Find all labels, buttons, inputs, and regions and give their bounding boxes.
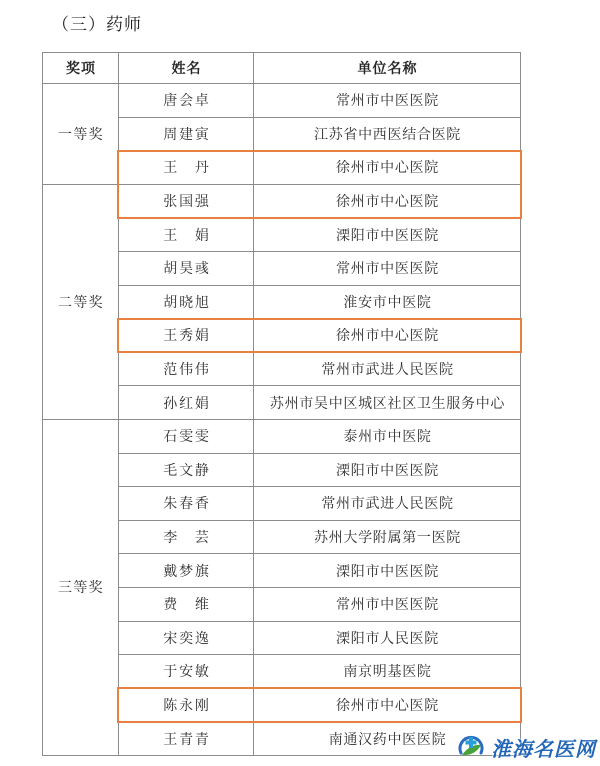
unit-cell: 常州市中医医院	[254, 84, 521, 118]
name-cell: 周建寅	[119, 118, 254, 152]
name-cell: 孙红娟	[119, 386, 254, 420]
unit-cell: 徐州市中心医院	[254, 151, 521, 185]
name-cell: 于安敏	[119, 655, 254, 689]
unit-cell: 泰州市中医院	[254, 420, 521, 454]
header-name: 姓名	[119, 53, 254, 84]
award-group-cell: 三等奖	[43, 420, 119, 756]
name-cell: 胡晓旭	[119, 286, 254, 320]
watermark-text: 淮海名医网	[491, 736, 596, 761]
name-cell: 戴梦旗	[119, 554, 254, 588]
header-unit: 单位名称	[254, 53, 521, 84]
name-cell: 王 娟	[119, 218, 254, 252]
name-cell: 陈永刚	[119, 689, 254, 723]
unit-cell: 常州市武进人民医院	[254, 353, 521, 387]
award-group-cell: 二等奖	[43, 185, 119, 420]
unit-cell: 常州市中医医院	[254, 252, 521, 286]
unit-cell: 常州市中医医院	[254, 588, 521, 622]
unit-cell: 溧阳市中医医院	[254, 554, 521, 588]
unit-cell: 淮安市中医院	[254, 286, 521, 320]
unit-cell: 江苏省中西医结合医院	[254, 118, 521, 152]
unit-cell: 溧阳市中医医院	[254, 454, 521, 488]
unit-cell: 溧阳市中医医院	[254, 218, 521, 252]
name-cell: 朱春香	[119, 487, 254, 521]
unit-cell: 徐州市中心医院	[254, 319, 521, 353]
header-award: 奖项	[43, 53, 119, 84]
name-cell: 宋奕逸	[119, 622, 254, 656]
medical-cross-logo-icon	[456, 732, 486, 762]
award-group-cell: 一等奖	[43, 84, 119, 185]
name-cell: 范伟伟	[119, 353, 254, 387]
name-cell: 王秀娟	[119, 319, 254, 353]
name-cell: 毛文静	[119, 454, 254, 488]
unit-cell: 苏州市吴中区城区社区卫生服务中心	[254, 386, 521, 420]
section-title: （三）药师	[52, 15, 142, 35]
name-cell: 费 维	[119, 588, 254, 622]
name-cell: 王青青	[119, 722, 254, 756]
unit-cell: 常州市武进人民医院	[254, 487, 521, 521]
watermark	[456, 730, 598, 764]
name-cell: 李 芸	[119, 521, 254, 555]
award-table	[42, 52, 521, 756]
unit-cell: 徐州市中心医院	[254, 689, 521, 723]
unit-cell: 南京明基医院	[254, 655, 521, 689]
unit-cell: 徐州市中心医院	[254, 185, 521, 219]
name-cell: 胡昊彧	[119, 252, 254, 286]
name-cell: 石雯雯	[119, 420, 254, 454]
unit-cell: 溧阳市人民医院	[254, 622, 521, 656]
unit-cell: 南通汉药中医医院	[254, 722, 521, 756]
name-cell: 张国强	[119, 185, 254, 219]
unit-cell: 苏州大学附属第一医院	[254, 521, 521, 555]
name-cell: 唐会卓	[119, 84, 254, 118]
name-cell: 王 丹	[119, 151, 254, 185]
